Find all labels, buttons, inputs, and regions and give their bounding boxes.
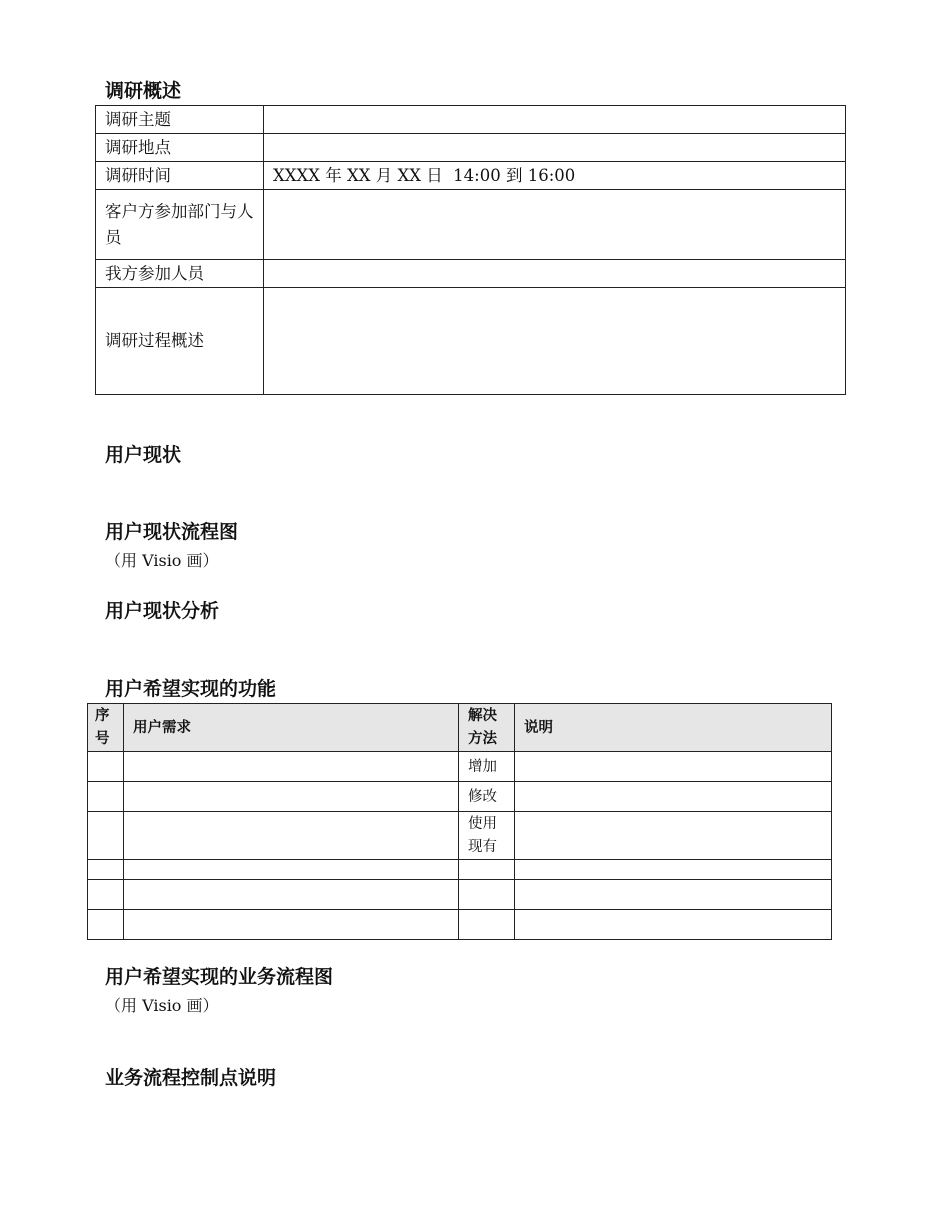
overview-row-time (96, 162, 846, 190)
cell-method: 使用现有 (459, 812, 515, 860)
cell-number (88, 782, 124, 812)
cell-description (515, 752, 832, 782)
overview-label: 调研过程概述 (96, 288, 264, 395)
overview-value (264, 190, 846, 260)
table-row (88, 752, 832, 782)
status-flow-note: （用 Visio 画） (105, 551, 219, 570)
status-analysis-heading: 用户现状分析 (105, 600, 220, 622)
overview-value (264, 260, 846, 288)
table-row (88, 860, 832, 880)
overview-row-location (96, 134, 846, 162)
functions-header-row (88, 704, 832, 752)
cell-method (459, 910, 515, 940)
business-flow-heading: 用户希望实现的业务流程图 (105, 966, 334, 988)
functions-heading: 用户希望实现的功能 (105, 678, 277, 700)
cell-requirement (124, 880, 459, 910)
overview-table (95, 105, 846, 395)
cell-requirement (124, 782, 459, 812)
cell-description (515, 880, 832, 910)
column-header-number: 序号 (88, 704, 124, 752)
table-row (88, 880, 832, 910)
overview-row-topic (96, 106, 846, 134)
status-flow-heading: 用户现状流程图 (105, 521, 239, 543)
functions-table (87, 703, 832, 940)
cell-requirement (124, 752, 459, 782)
cell-description (515, 782, 832, 812)
cell-requirement (124, 860, 459, 880)
cell-number (88, 860, 124, 880)
cell-requirement (124, 910, 459, 940)
cell-description (515, 910, 832, 940)
table-row (88, 910, 832, 940)
cell-description (515, 860, 832, 880)
business-flow-note: （用 Visio 画） (105, 996, 219, 1015)
overview-label: 客户方参加部门与人员 (96, 190, 264, 260)
cell-number (88, 880, 124, 910)
cell-method: 增加 (459, 752, 515, 782)
cell-description (515, 812, 832, 860)
overview-heading: 调研概述 (105, 80, 182, 102)
table-row (88, 812, 832, 860)
column-header-requirement: 用户需求 (124, 704, 459, 752)
overview-label: 调研主题 (96, 106, 264, 134)
control-points-heading: 业务流程控制点说明 (105, 1067, 277, 1089)
overview-value (264, 134, 846, 162)
cell-requirement (124, 812, 459, 860)
overview-value (264, 106, 846, 134)
overview-row-our-attendees (96, 260, 846, 288)
column-header-method: 解决方法 (459, 704, 515, 752)
cell-number (88, 812, 124, 860)
overview-value (264, 288, 846, 395)
status-heading: 用户现状 (105, 444, 182, 466)
cell-number (88, 910, 124, 940)
overview-label: 调研时间 (96, 162, 264, 190)
overview-label: 调研地点 (96, 134, 264, 162)
cell-method (459, 860, 515, 880)
cell-method: 修改 (459, 782, 515, 812)
overview-label: 我方参加人员 (96, 260, 264, 288)
overview-row-client-attendees (96, 190, 846, 260)
overview-value: XXXX 年 XX 月 XX 日 14:00 到 16:00 (264, 162, 846, 190)
cell-method (459, 880, 515, 910)
table-row (88, 782, 832, 812)
cell-number (88, 752, 124, 782)
column-header-description: 说明 (515, 704, 832, 752)
overview-row-process (96, 288, 846, 395)
